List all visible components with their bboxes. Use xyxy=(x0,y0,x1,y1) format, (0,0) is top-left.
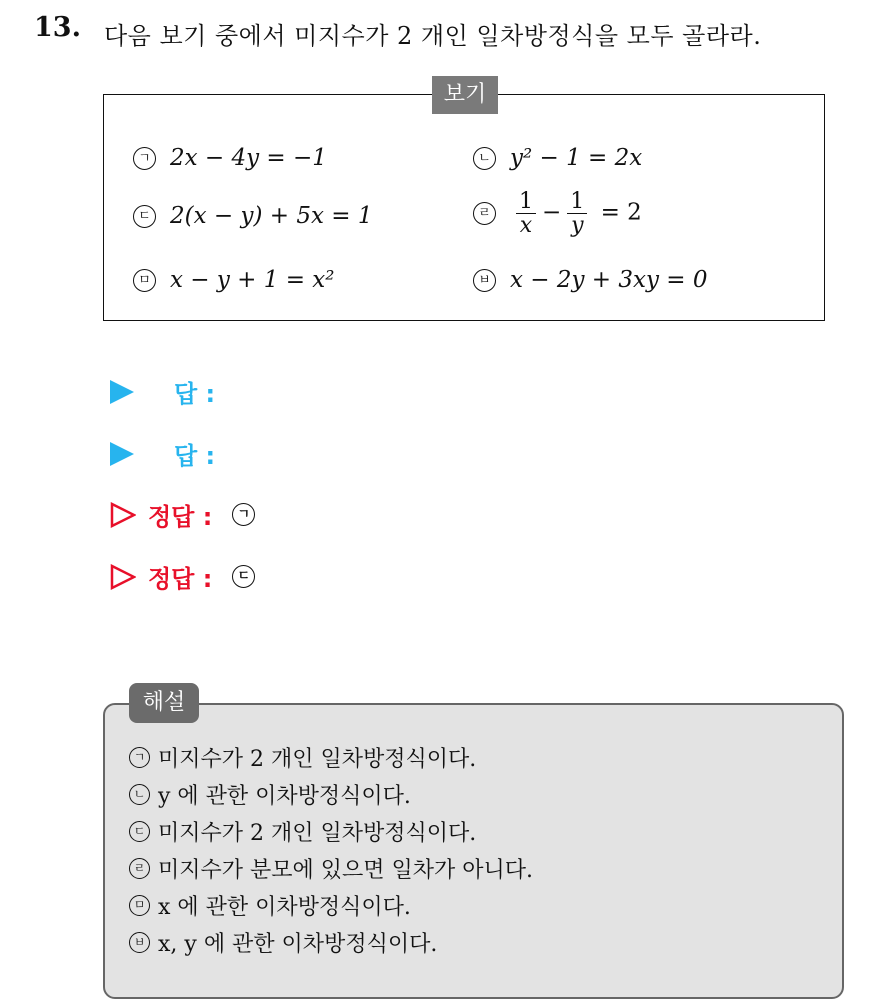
bogi-option-4 xyxy=(473,190,642,237)
option-expr-4: $\frac{1}{x}$ − $\frac{1}{y}$ = 2 xyxy=(510,190,642,237)
explanation-title: 해설 xyxy=(129,683,199,723)
explanation-mark-4: ㄹ xyxy=(129,858,150,879)
explanation-text-1: 미지수가 2 개인 일차방정식이다. xyxy=(158,747,477,772)
outline-triangle-icon xyxy=(110,564,136,590)
question-text: 다음 보기 중에서 미지수가 2 개인 일차방정식을 모두 골라라. xyxy=(104,22,762,50)
correct-label: 정답 : xyxy=(148,565,213,593)
play-icon xyxy=(110,442,134,466)
explanation-line-6 xyxy=(129,927,437,958)
explanation-line-1 xyxy=(129,742,476,773)
fraction: $\frac{1}{x}$ xyxy=(516,190,536,237)
bogi-option-6 xyxy=(473,267,708,293)
answer-row-1 xyxy=(110,374,215,409)
option-expr-1: 2x − 4y = −1 xyxy=(170,145,327,171)
explanation-line-5 xyxy=(129,890,411,921)
correct-row-1 xyxy=(110,497,269,532)
bogi-option-1 xyxy=(133,145,327,171)
explanation-text-3: 미지수가 2 개인 일차방정식이다. xyxy=(158,821,477,846)
explanation-line-3 xyxy=(129,816,476,847)
explanation-text-2: y 에 관한 이차방정식이다. xyxy=(158,784,411,809)
correct-row-2 xyxy=(110,559,269,594)
correct-value-2: ㄷ xyxy=(232,565,255,588)
bogi-option-5 xyxy=(133,267,334,293)
outline-triangle-icon xyxy=(110,502,136,528)
answer-label: 답 : xyxy=(174,380,216,408)
bogi-option-3 xyxy=(133,203,372,229)
correct-value-1: ㄱ xyxy=(232,503,255,526)
bogi-title: 보기 xyxy=(432,76,498,114)
option-mark-4: ㄹ xyxy=(473,202,496,225)
explanation-mark-3: ㄷ xyxy=(129,821,150,842)
play-icon xyxy=(110,380,134,404)
explanation-mark-2: ㄴ xyxy=(129,784,150,805)
explanation-text-4: 미지수가 분모에 있으면 일차가 아니다. xyxy=(158,858,533,883)
option-expr-6: x − 2y + 3xy = 0 xyxy=(510,267,708,293)
explanation-line-4 xyxy=(129,853,533,884)
option-mark-5: ㅁ xyxy=(133,269,156,292)
fraction: $\frac{1}{y}$ xyxy=(567,190,587,237)
bogi-option-2 xyxy=(473,145,642,171)
option-mark-6: ㅂ xyxy=(473,269,496,292)
explanation-text-5: x 에 관한 이차방정식이다. xyxy=(158,895,411,920)
answer-row-2 xyxy=(110,436,215,471)
explanation-mark-5: ㅁ xyxy=(129,895,150,916)
option-expr-3: 2(x − y) + 5x = 1 xyxy=(170,203,373,229)
answer-label: 답 : xyxy=(174,442,216,470)
explanation-mark-1: ㄱ xyxy=(129,747,150,768)
question-number: 13. xyxy=(34,12,81,43)
correct-label: 정답 : xyxy=(148,503,213,531)
explanation-line-2 xyxy=(129,779,411,810)
option-expr-5: x − y + 1 = x² xyxy=(170,267,335,293)
option-mark-3: ㄷ xyxy=(133,205,156,228)
option-mark-1: ㄱ xyxy=(133,147,156,170)
option-expr-2: y² − 1 = 2x xyxy=(510,145,643,171)
explanation-text-6: x, y 에 관한 이차방정식이다. xyxy=(158,932,438,957)
option-mark-2: ㄴ xyxy=(473,147,496,170)
explanation-mark-6: ㅂ xyxy=(129,932,150,953)
